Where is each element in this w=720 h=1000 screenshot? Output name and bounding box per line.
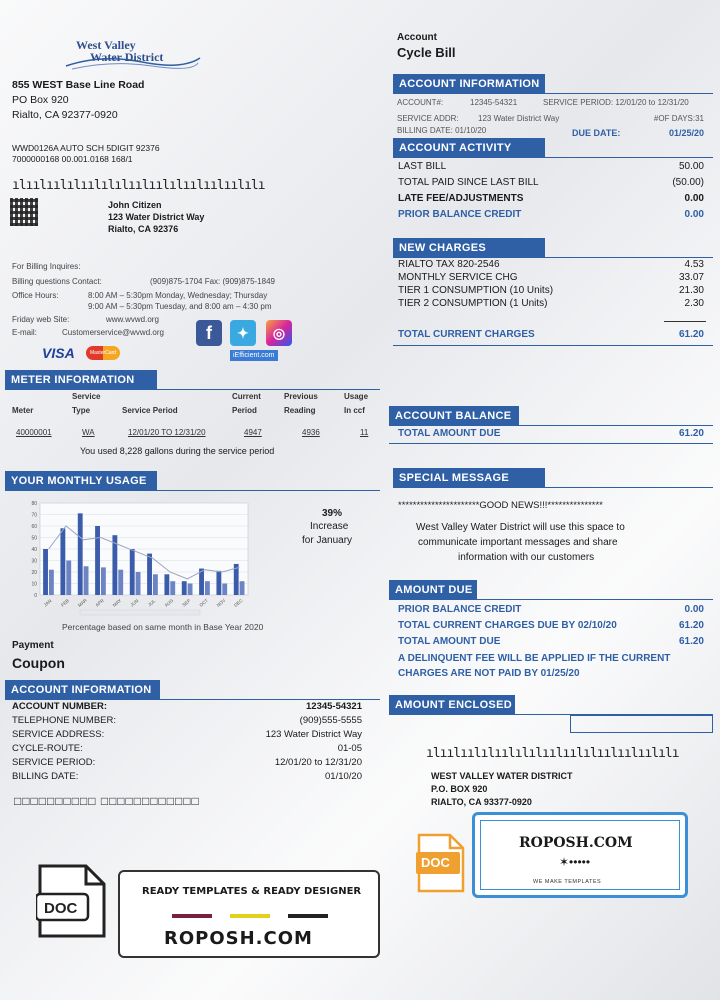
- doc-label-left: DOC: [44, 900, 78, 917]
- special-line-2: communicate important messages and share: [418, 537, 618, 548]
- mail-code-2: 7000000168 00.001.0168 168/1: [12, 154, 133, 164]
- chart-x-tick: JAN: [42, 598, 53, 608]
- recipient-name: John Citizen: [108, 200, 162, 210]
- meter-header-top-3: Current: [232, 392, 261, 401]
- amount-due-value-2: 61.20: [678, 636, 704, 647]
- meter-header-1: Type: [72, 406, 91, 415]
- activity-value-1: (50.00): [672, 177, 704, 188]
- total-current-charges-label: TOTAL CURRENT CHARGES: [398, 329, 535, 340]
- activity-label-2: LATE FEE/ADJUSTMENTS: [398, 193, 524, 204]
- qr-code-icon: [10, 198, 38, 226]
- chart-bar: [95, 526, 100, 595]
- account-left-value-4: 12/01/20 to 12/31/20: [274, 757, 362, 768]
- amount-due-value-1: 61.20: [678, 620, 704, 631]
- chart-bar: [182, 581, 187, 595]
- chart-bar: [84, 566, 89, 595]
- meter-usage-note: You used 8,228 gallons during the service period: [80, 446, 275, 456]
- activity-label-1: TOTAL PAID SINCE LAST BILL: [398, 177, 539, 188]
- billing-contact-label: Billing questions Contact:: [12, 277, 102, 286]
- banner-stripe-red: [172, 914, 212, 918]
- meter-header-rule: [5, 389, 380, 390]
- chart-bar: [78, 513, 83, 595]
- facebook-icon[interactable]: f: [196, 320, 222, 346]
- account-information-right-header: ACCOUNT INFORMATION: [393, 74, 545, 94]
- chart-bar: [216, 571, 221, 595]
- charge-value-1: 33.07: [678, 272, 704, 283]
- usage-month: for January: [302, 535, 353, 546]
- special-stars: **********************GOOD NEWS!!!***************: [398, 500, 603, 511]
- account-number-label: ACCOUNT#:: [397, 98, 444, 107]
- meter-cell-3: 4947: [244, 428, 262, 437]
- meter-header-top-1: Service: [72, 392, 101, 401]
- chart-bar: [170, 581, 175, 595]
- remit-city: RIALTO, CA 93377-0920: [431, 797, 532, 807]
- chart-bar: [130, 549, 135, 595]
- mastercard-logo: [86, 346, 120, 360]
- charge-label-2: TIER 1 CONSUMPTION (10 Units): [398, 285, 554, 296]
- charge-label-3: TIER 2 CONSUMPTION (1 Units): [398, 298, 548, 309]
- account-left-value-0: 12345-54321: [306, 701, 362, 712]
- box-codes: □□□□□□□□□□ □□□□□□□□□□□□: [14, 794, 200, 808]
- delinquent-warning-1: A DELINQUENT FEE WILL BE APPLIED IF THE CURRENT: [398, 653, 671, 664]
- account-information-left-header: ACCOUNT INFORMATION: [5, 680, 160, 700]
- chart-x-tick: MAR: [76, 597, 88, 608]
- chart-x-tick: NOV: [215, 597, 227, 608]
- days-label: #OF DAYS:31: [653, 114, 704, 123]
- banner-tagline: READY TEMPLATES & READY DESIGNER: [142, 886, 362, 897]
- office-hours-label: Office Hours:: [12, 291, 59, 300]
- banner-right-brand: ROPOSH.COM: [519, 835, 633, 851]
- company-address-1: 855 WEST Base Line Road: [12, 79, 145, 91]
- charge-label-0: RIALTO TAX 820-2546: [398, 259, 500, 270]
- meter-cell-2: 12/01/20 TO 12/31/20: [128, 428, 206, 437]
- usage-increase: Increase: [310, 521, 349, 532]
- chart-bar: [49, 570, 54, 595]
- charge-label-1: MONTHLY SERVICE CHG: [398, 272, 518, 283]
- chart-x-tick: MAY: [111, 597, 123, 608]
- usage-header-rule: [5, 490, 380, 491]
- chart-bar: [66, 561, 71, 596]
- office-hours-3: Friday web Site:: [12, 315, 70, 324]
- monthly-usage-chart: [12, 497, 252, 617]
- charge-value-0: 4.53: [684, 259, 704, 270]
- chart-bar: [43, 549, 48, 595]
- account-left-value-3: 01-05: [337, 743, 362, 754]
- meter-information-header: METER INFORMATION: [5, 370, 157, 390]
- service-period-right: SERVICE PERIOD: 12/01/20 to 12/31/20: [543, 98, 689, 107]
- mail-code-1: WWD0126A AUTO SCH 5DIGIT 92376: [12, 143, 160, 153]
- chart-x-tick: APR: [94, 597, 105, 608]
- banner-stripe-black: [288, 914, 328, 918]
- due-date-value: 01/25/20: [668, 128, 704, 138]
- chart-x-tick: OCT: [198, 597, 209, 608]
- amount-due-value-0: 0.00: [684, 604, 704, 615]
- special-line-1: West Valley Water District will use this space to: [416, 522, 625, 533]
- district-logo: [62, 36, 202, 76]
- company-address-2: PO Box 920: [12, 94, 69, 106]
- roposh-banner-left: [118, 870, 380, 958]
- visa-logo: VISA: [42, 345, 75, 361]
- balance-header-rule: [389, 425, 713, 426]
- chart-bar: [222, 584, 227, 596]
- chart-bar: [240, 581, 245, 595]
- charges-bottom-rule: [393, 345, 713, 346]
- activity-label-3: PRIOR BALANCE CREDIT: [398, 209, 522, 220]
- instagram-icon[interactable]: ◎: [266, 320, 292, 346]
- chart-y-tick: 30: [31, 558, 37, 565]
- account-right-header-rule: [393, 93, 713, 94]
- chart-x-tick: FEB: [60, 598, 71, 608]
- chart-bar: [60, 528, 65, 595]
- activity-value-0: 50.00: [678, 161, 704, 172]
- roposh-banner-right: [472, 812, 688, 898]
- due-date-label: DUE DATE:: [572, 128, 621, 138]
- balance-total-label: TOTAL AMOUNT DUE: [398, 428, 501, 439]
- activity-header-rule: [393, 157, 713, 158]
- chart-y-tick: 10: [31, 581, 37, 588]
- banner-brand: ROPOSH.COM: [164, 928, 313, 949]
- recipient-street: 123 Water District Way: [108, 212, 205, 222]
- meter-header-0: Meter: [12, 406, 34, 415]
- chart-y-tick: 50: [31, 535, 37, 542]
- email-label: E-mail:: [12, 328, 37, 337]
- meter-cell-5: 11: [360, 428, 369, 437]
- chart-x-tick: AUG: [163, 597, 175, 608]
- account-left-label-4: SERVICE PERIOD:: [12, 757, 96, 768]
- email-address[interactable]: Customerservice@wvwd.org: [62, 328, 164, 337]
- chart-x-tick: DEC: [233, 597, 244, 608]
- account-left-label-3: CYCLE-ROUTE:: [12, 743, 83, 754]
- meter-header-3: Period: [232, 406, 257, 415]
- meter-cell-0: 40000001: [16, 428, 52, 437]
- meter-header-4: Reading: [284, 406, 316, 415]
- logo-line2: Water District: [90, 50, 164, 64]
- office-hours-1: 8:00 AM – 5:30pm Monday, Wednesday; Thursday: [88, 291, 268, 300]
- banner-star-icon: ✶•••••: [559, 855, 591, 869]
- remit-barcode: ılıılıılılıılılılıılıılılıılıılıılılı: [426, 746, 679, 761]
- coupon-label: Coupon: [12, 655, 65, 671]
- postal-barcode: ılıılıılılıılılılıılıılılıılıılıılılı: [12, 178, 265, 193]
- web-site[interactable]: www.wvwd.org: [106, 315, 159, 324]
- charge-value-2: 21.30: [678, 285, 704, 296]
- account-left-label-1: TELEPHONE NUMBER:: [12, 715, 116, 726]
- chart-y-tick: 70: [31, 512, 37, 519]
- office-hours-2: 9:00 AM – 5:30pm Tuesday, and 8:00 am – 4:30 pm: [88, 302, 272, 311]
- monthly-usage-header: YOUR MONTHLY USAGE: [5, 471, 157, 491]
- chart-x-tick: SEP: [181, 598, 192, 608]
- special-message-header: SPECIAL MESSAGE: [393, 468, 545, 488]
- activity-value-2: 0.00: [684, 193, 704, 204]
- chart-y-tick: 80: [31, 501, 37, 507]
- amount-due-header: AMOUNT DUE: [389, 580, 477, 600]
- chart-y-tick: 20: [31, 570, 37, 576]
- account-left-value-5: 01/10/20: [325, 771, 362, 782]
- balance-total-value: 61.20: [678, 428, 704, 439]
- charges-subtotal-rule: [664, 321, 706, 322]
- delinquent-warning-2: CHARGES ARE NOT PAID BY 01/25/20: [398, 668, 580, 679]
- chart-x-tick: JUL: [147, 598, 157, 608]
- chart-y-tick: 40: [31, 547, 37, 553]
- amount-enclosed-header: AMOUNT ENCLOSED: [389, 695, 515, 715]
- special-line-3: information with our customers: [458, 552, 595, 563]
- new-charges-header-rule: [393, 257, 713, 258]
- account-label: Account: [397, 32, 437, 43]
- mastercard-text: MasterCard: [89, 350, 117, 356]
- account-left-value-2: 123 Water District Way: [265, 729, 362, 740]
- meter-cell-1: WA: [82, 428, 95, 437]
- amount-due-label-0: PRIOR BALANCE CREDIT: [398, 604, 522, 615]
- account-balance-header: ACCOUNT BALANCE: [389, 406, 519, 426]
- chart-bar: [136, 572, 141, 595]
- chart-bar: [188, 584, 193, 596]
- service-addr-label: SERVICE ADDR:: [397, 114, 459, 123]
- special-header-rule: [393, 487, 713, 488]
- meter-cell-4: 4936: [302, 428, 320, 437]
- twitter-icon[interactable]: ✦: [230, 320, 256, 346]
- billing-contact-value: (909)875-1704 Fax: (909)875-1849: [150, 277, 275, 286]
- amount-enclosed-field[interactable]: [570, 715, 713, 733]
- banner-right-tag: WE MAKE TEMPLATES: [533, 879, 602, 885]
- billing-inquiries-title: For Billing Inquires:: [12, 262, 81, 271]
- remit-name: WEST VALLEY WATER DISTRICT: [431, 771, 573, 781]
- activity-label-0: LAST BILL: [398, 161, 447, 172]
- recipient-city: Rialto, CA 92376: [108, 224, 179, 234]
- chart-legend: [80, 610, 200, 615]
- company-address-3: Rialto, CA 92377-0920: [12, 109, 118, 121]
- payment-label: Payment: [12, 640, 54, 651]
- chart-x-tick: JUN: [129, 598, 140, 608]
- account-number-value: 12345-54321: [470, 98, 518, 107]
- chart-bar: [101, 567, 106, 595]
- account-left-label-2: SERVICE ADDRESS:: [12, 729, 105, 740]
- total-current-charges-value: 61.20: [678, 329, 704, 340]
- chart-bar: [205, 581, 210, 595]
- new-charges-header: NEW CHARGES: [393, 238, 545, 258]
- usage-footnote: Percentage based on same month in Base Year 2020: [62, 622, 264, 632]
- meter-header-top-5: Usage: [344, 392, 369, 401]
- chart-bar: [153, 574, 158, 595]
- cycle-bill-label: Cycle Bill: [397, 45, 456, 60]
- account-left-header-rule: [5, 699, 380, 700]
- meter-header-top-4: Previous: [284, 392, 318, 401]
- logo-line1: West Valley: [76, 38, 136, 52]
- amount-due-label-1: TOTAL CURRENT CHARGES DUE BY 02/10/20: [398, 620, 617, 631]
- billing-date-right: BILLING DATE: 01/10/20: [397, 126, 487, 135]
- usage-percent: 39%: [322, 508, 343, 519]
- amount-due-label-2: TOTAL AMOUNT DUE: [398, 636, 501, 647]
- chart-y-tick: 60: [31, 524, 37, 530]
- meter-header-2: Service Period: [122, 406, 178, 415]
- balance-bottom-rule: [389, 443, 713, 444]
- meter-header-5: In ccf: [344, 406, 365, 415]
- chart-bar: [164, 574, 169, 595]
- chart-bar: [147, 554, 152, 595]
- charge-value-3: 2.30: [684, 298, 704, 309]
- banner-stripe-yellow: [230, 914, 270, 918]
- chart-y-tick: 0: [34, 593, 37, 599]
- service-addr-value: 123 Water District Way: [478, 114, 560, 123]
- account-left-label-5: BILLING DATE:: [12, 771, 79, 782]
- efficient-badge[interactable]: iEfficient.com: [230, 350, 278, 361]
- chart-bar: [118, 570, 123, 595]
- activity-value-3: 0.00: [684, 209, 704, 220]
- account-left-value-1: (909)555-5555: [299, 715, 362, 726]
- account-activity-header: ACCOUNT ACTIVITY: [393, 138, 545, 158]
- account-left-label-0: ACCOUNT NUMBER:: [12, 701, 107, 712]
- remit-box: P.O. BOX 920: [431, 784, 488, 794]
- doc-label-right: DOC: [421, 855, 450, 870]
- amount-due-header-rule: [389, 599, 713, 600]
